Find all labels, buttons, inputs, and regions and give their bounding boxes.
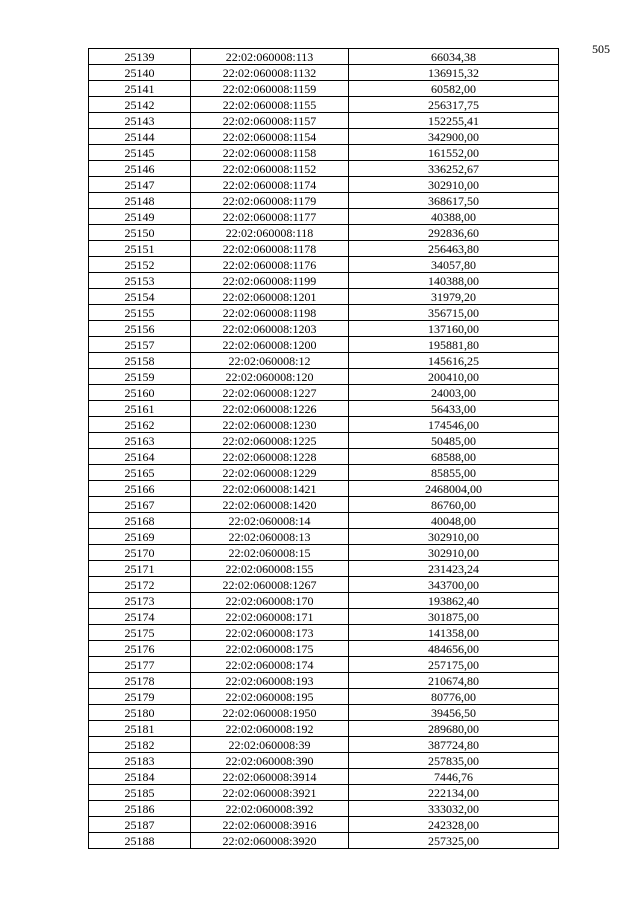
row-number-cell: 25151 — [89, 241, 191, 257]
cadastral-value-cell: 141358,00 — [349, 625, 559, 641]
row-number-cell: 25181 — [89, 721, 191, 737]
cadastral-value-cell: 68588,00 — [349, 449, 559, 465]
table-row — [89, 497, 559, 513]
table-row — [89, 225, 559, 241]
cadastral-value-cell: 136915,32 — [349, 65, 559, 81]
row-number-cell: 25161 — [89, 401, 191, 417]
cadastral-value-cell: 368617,50 — [349, 193, 559, 209]
table-row — [89, 129, 559, 145]
cadastral-number-cell: 22:02:060008:392 — [191, 801, 349, 817]
table-row — [89, 625, 559, 641]
cadastral-value-cell: 85855,00 — [349, 465, 559, 481]
cadastral-number-cell: 22:02:060008:118 — [191, 225, 349, 241]
table-row — [89, 177, 559, 193]
table-row — [89, 737, 559, 753]
table-row — [89, 593, 559, 609]
cadastral-value-cell: 34057,80 — [349, 257, 559, 273]
cadastral-value-table — [88, 48, 559, 849]
cadastral-value-cell: 31979,20 — [349, 289, 559, 305]
cadastral-value-cell: 257835,00 — [349, 753, 559, 769]
cadastral-value-cell: 336252,67 — [349, 161, 559, 177]
table-row — [89, 449, 559, 465]
row-number-cell: 25152 — [89, 257, 191, 273]
cadastral-number-cell: 22:02:060008:1420 — [191, 497, 349, 513]
table-row — [89, 673, 559, 689]
table-row — [89, 81, 559, 97]
row-number-cell: 25158 — [89, 353, 191, 369]
cadastral-number-cell: 22:02:060008:1174 — [191, 177, 349, 193]
cadastral-value-cell: 50485,00 — [349, 433, 559, 449]
cadastral-number-cell: 22:02:060008:1132 — [191, 65, 349, 81]
row-number-cell: 25142 — [89, 97, 191, 113]
row-number-cell: 25174 — [89, 609, 191, 625]
cadastral-number-cell: 22:02:060008:1157 — [191, 113, 349, 129]
row-number-cell: 25157 — [89, 337, 191, 353]
row-number-cell: 25171 — [89, 561, 191, 577]
cadastral-value-cell: 193862,40 — [349, 593, 559, 609]
cadastral-value-cell: 66034,38 — [349, 49, 559, 65]
table-row — [89, 97, 559, 113]
cadastral-number-cell: 22:02:060008:1228 — [191, 449, 349, 465]
cadastral-number-cell: 22:02:060008:1230 — [191, 417, 349, 433]
row-number-cell: 25146 — [89, 161, 191, 177]
row-number-cell: 25186 — [89, 801, 191, 817]
cadastral-number-cell: 22:02:060008:170 — [191, 593, 349, 609]
table-row — [89, 577, 559, 593]
cadastral-value-cell: 256463,80 — [349, 241, 559, 257]
cadastral-value-cell: 343700,00 — [349, 577, 559, 593]
table-row — [89, 273, 559, 289]
row-number-cell: 25167 — [89, 497, 191, 513]
row-number-cell: 25153 — [89, 273, 191, 289]
row-number-cell: 25182 — [89, 737, 191, 753]
cadastral-value-cell: 387724,80 — [349, 737, 559, 753]
cadastral-number-cell: 22:02:060008:120 — [191, 369, 349, 385]
row-number-cell: 25156 — [89, 321, 191, 337]
row-number-cell: 25175 — [89, 625, 191, 641]
cadastral-value-cell: 257325,00 — [349, 833, 559, 849]
cadastral-value-cell: 256317,75 — [349, 97, 559, 113]
cadastral-value-cell: 2468004,00 — [349, 481, 559, 497]
row-number-cell: 25155 — [89, 305, 191, 321]
cadastral-value-cell: 24003,00 — [349, 385, 559, 401]
cadastral-value-cell: 356715,00 — [349, 305, 559, 321]
cadastral-number-cell: 22:02:060008:1176 — [191, 257, 349, 273]
row-number-cell: 25145 — [89, 145, 191, 161]
cadastral-value-cell: 210674,80 — [349, 673, 559, 689]
cadastral-number-cell: 22:02:060008:193 — [191, 673, 349, 689]
row-number-cell: 25172 — [89, 577, 191, 593]
table-row — [89, 241, 559, 257]
cadastral-value-cell: 174546,00 — [349, 417, 559, 433]
cadastral-value-cell: 200410,00 — [349, 369, 559, 385]
table-row — [89, 465, 559, 481]
row-number-cell: 25183 — [89, 753, 191, 769]
row-number-cell: 25141 — [89, 81, 191, 97]
cadastral-value-cell: 137160,00 — [349, 321, 559, 337]
table-row — [89, 193, 559, 209]
cadastral-value-cell: 292836,60 — [349, 225, 559, 241]
cadastral-value-cell: 301875,00 — [349, 609, 559, 625]
cadastral-value-cell: 257175,00 — [349, 657, 559, 673]
cadastral-number-cell: 22:02:060008:1229 — [191, 465, 349, 481]
table-body — [89, 49, 559, 849]
cadastral-number-cell: 22:02:060008:155 — [191, 561, 349, 577]
table-row — [89, 401, 559, 417]
cadastral-number-cell: 22:02:060008:1227 — [191, 385, 349, 401]
cadastral-number-cell: 22:02:060008:1950 — [191, 705, 349, 721]
cadastral-number-cell: 22:02:060008:1155 — [191, 97, 349, 113]
table-row — [89, 801, 559, 817]
cadastral-value-cell: 40388,00 — [349, 209, 559, 225]
table-row — [89, 417, 559, 433]
row-number-cell: 25178 — [89, 673, 191, 689]
cadastral-number-cell: 22:02:060008:3920 — [191, 833, 349, 849]
cadastral-number-cell: 22:02:060008:1177 — [191, 209, 349, 225]
table-row — [89, 609, 559, 625]
table-row — [89, 369, 559, 385]
table-row — [89, 113, 559, 129]
table-row — [89, 385, 559, 401]
cadastral-number-cell: 22:02:060008:3914 — [191, 769, 349, 785]
row-number-cell: 25140 — [89, 65, 191, 81]
row-number-cell: 25168 — [89, 513, 191, 529]
cadastral-value-cell: 289680,00 — [349, 721, 559, 737]
table-row — [89, 433, 559, 449]
table-row — [89, 529, 559, 545]
table-row — [89, 49, 559, 65]
cadastral-value-cell: 39456,50 — [349, 705, 559, 721]
table-row — [89, 833, 559, 849]
cadastral-number-cell: 22:02:060008:14 — [191, 513, 349, 529]
row-number-cell: 25160 — [89, 385, 191, 401]
row-number-cell: 25184 — [89, 769, 191, 785]
cadastral-value-cell: 242328,00 — [349, 817, 559, 833]
cadastral-number-cell: 22:02:060008:173 — [191, 625, 349, 641]
row-number-cell: 25147 — [89, 177, 191, 193]
cadastral-number-cell: 22:02:060008:1158 — [191, 145, 349, 161]
cadastral-number-cell: 22:02:060008:1159 — [191, 81, 349, 97]
cadastral-number-cell: 22:02:060008:1421 — [191, 481, 349, 497]
cadastral-number-cell: 22:02:060008:175 — [191, 641, 349, 657]
row-number-cell: 25148 — [89, 193, 191, 209]
cadastral-number-cell: 22:02:060008:195 — [191, 689, 349, 705]
row-number-cell: 25139 — [89, 49, 191, 65]
cadastral-value-cell: 342900,00 — [349, 129, 559, 145]
row-number-cell: 25150 — [89, 225, 191, 241]
table-row — [89, 769, 559, 785]
cadastral-value-cell: 484656,00 — [349, 641, 559, 657]
row-number-cell: 25164 — [89, 449, 191, 465]
row-number-cell: 25170 — [89, 545, 191, 561]
cadastral-value-cell: 7446,76 — [349, 769, 559, 785]
cadastral-number-cell: 22:02:060008:390 — [191, 753, 349, 769]
cadastral-value-cell: 195881,80 — [349, 337, 559, 353]
cadastral-value-cell: 80776,00 — [349, 689, 559, 705]
cadastral-number-cell: 22:02:060008:192 — [191, 721, 349, 737]
row-number-cell: 25180 — [89, 705, 191, 721]
cadastral-value-cell: 222134,00 — [349, 785, 559, 801]
row-number-cell: 25169 — [89, 529, 191, 545]
row-number-cell: 25187 — [89, 817, 191, 833]
table-row — [89, 65, 559, 81]
table-row — [89, 689, 559, 705]
cadastral-value-cell: 140388,00 — [349, 273, 559, 289]
cadastral-number-cell: 22:02:060008:1199 — [191, 273, 349, 289]
row-number-cell: 25173 — [89, 593, 191, 609]
cadastral-number-cell: 22:02:060008:13 — [191, 529, 349, 545]
cadastral-value-cell: 333032,00 — [349, 801, 559, 817]
cadastral-value-cell: 231423,24 — [349, 561, 559, 577]
row-number-cell: 25165 — [89, 465, 191, 481]
cadastral-number-cell: 22:02:060008:1200 — [191, 337, 349, 353]
page-number: 505 — [592, 42, 610, 56]
row-number-cell: 25162 — [89, 417, 191, 433]
table-row — [89, 721, 559, 737]
cadastral-value-cell: 152255,41 — [349, 113, 559, 129]
cadastral-value-cell: 40048,00 — [349, 513, 559, 529]
table-row — [89, 321, 559, 337]
table-row — [89, 545, 559, 561]
cadastral-number-cell: 22:02:060008:1178 — [191, 241, 349, 257]
table-row — [89, 257, 559, 273]
cadastral-number-cell: 22:02:060008:1201 — [191, 289, 349, 305]
row-number-cell: 25159 — [89, 369, 191, 385]
table-row — [89, 289, 559, 305]
table-row — [89, 785, 559, 801]
cadastral-number-cell: 22:02:060008:1152 — [191, 161, 349, 177]
cadastral-number-cell: 22:02:060008:3916 — [191, 817, 349, 833]
row-number-cell: 25166 — [89, 481, 191, 497]
table-row — [89, 513, 559, 529]
cadastral-value-cell: 302910,00 — [349, 177, 559, 193]
table-row — [89, 161, 559, 177]
row-number-cell: 25188 — [89, 833, 191, 849]
cadastral-number-cell: 22:02:060008:171 — [191, 609, 349, 625]
cadastral-number-cell: 22:02:060008:1226 — [191, 401, 349, 417]
cadastral-number-cell: 22:02:060008:113 — [191, 49, 349, 65]
cadastral-number-cell: 22:02:060008:1203 — [191, 321, 349, 337]
row-number-cell: 25149 — [89, 209, 191, 225]
table-row — [89, 481, 559, 497]
row-number-cell: 25144 — [89, 129, 191, 145]
table-row — [89, 641, 559, 657]
row-number-cell: 25176 — [89, 641, 191, 657]
row-number-cell: 25177 — [89, 657, 191, 673]
table-row — [89, 353, 559, 369]
cadastral-value-cell: 302910,00 — [349, 545, 559, 561]
table-row — [89, 817, 559, 833]
table-row — [89, 337, 559, 353]
row-number-cell: 25143 — [89, 113, 191, 129]
row-number-cell: 25179 — [89, 689, 191, 705]
table-row — [89, 209, 559, 225]
row-number-cell: 25154 — [89, 289, 191, 305]
cadastral-number-cell: 22:02:060008:1225 — [191, 433, 349, 449]
cadastral-number-cell: 22:02:060008:12 — [191, 353, 349, 369]
cadastral-value-cell: 86760,00 — [349, 497, 559, 513]
cadastral-number-cell: 22:02:060008:1154 — [191, 129, 349, 145]
table-row — [89, 705, 559, 721]
table-row — [89, 561, 559, 577]
cadastral-number-cell: 22:02:060008:1198 — [191, 305, 349, 321]
cadastral-value-cell: 56433,00 — [349, 401, 559, 417]
cadastral-number-cell: 22:02:060008:39 — [191, 737, 349, 753]
cadastral-value-cell: 302910,00 — [349, 529, 559, 545]
cadastral-value-cell: 145616,25 — [349, 353, 559, 369]
cadastral-number-cell: 22:02:060008:15 — [191, 545, 349, 561]
table-row — [89, 753, 559, 769]
table-row — [89, 305, 559, 321]
cadastral-number-cell: 22:02:060008:1267 — [191, 577, 349, 593]
cadastral-number-cell: 22:02:060008:174 — [191, 657, 349, 673]
cadastral-number-cell: 22:02:060008:3921 — [191, 785, 349, 801]
cadastral-value-cell: 161552,00 — [349, 145, 559, 161]
table-row — [89, 145, 559, 161]
row-number-cell: 25163 — [89, 433, 191, 449]
cadastral-number-cell: 22:02:060008:1179 — [191, 193, 349, 209]
cadastral-value-cell: 60582,00 — [349, 81, 559, 97]
row-number-cell: 25185 — [89, 785, 191, 801]
table-row — [89, 657, 559, 673]
